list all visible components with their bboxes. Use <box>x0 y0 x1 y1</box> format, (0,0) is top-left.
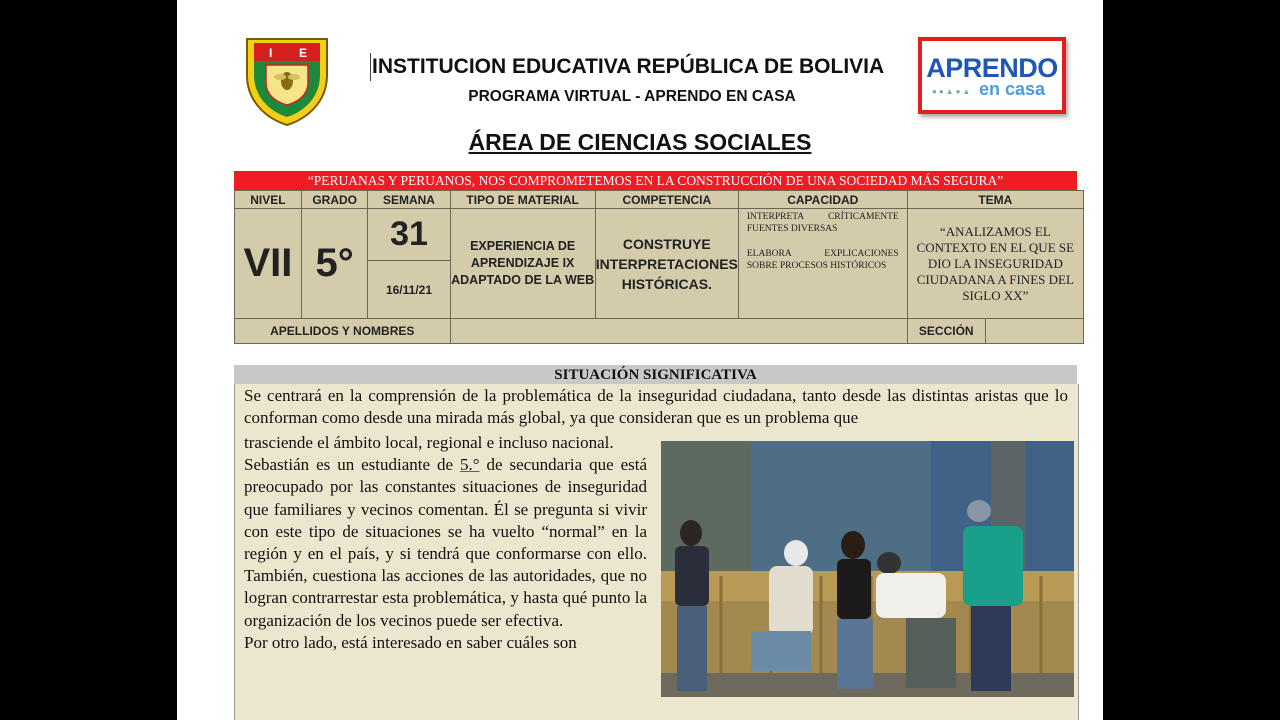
street-robbery-photo <box>661 441 1074 697</box>
tipo-material-value: EXPERIENCIA DE APRENDIZAJE IX ADAPTADO DE LA WEB <box>450 209 595 319</box>
svg-text:E: E <box>299 46 308 60</box>
fecha-value: 16/11/21 <box>368 261 450 319</box>
competencia-value: CONSTRUYE INTERPRETACIONES HISTÓRICAS. <box>595 209 738 319</box>
header-grado: GRADO <box>301 191 368 209</box>
table-data-row <box>235 209 1084 261</box>
header-capacidad: CAPACIDAD <box>738 191 907 209</box>
area-title <box>177 129 1103 156</box>
logo-subtitle: en casa <box>978 79 1046 99</box>
capacidad-item-1: INTERPRETA CRÍTICAMENTE FUENTES DIVERSAS <box>746 212 899 234</box>
text-cursor <box>370 53 371 81</box>
semana-value: 31 <box>368 209 450 261</box>
header-nivel: NIVEL <box>235 191 302 209</box>
info-table <box>234 190 1084 344</box>
school-crest-logo <box>244 35 330 127</box>
header-tema: TEMA <box>907 191 1083 209</box>
document-page <box>177 0 1103 720</box>
capacidad-item-2: ELABORA EXPLICACIONES SOBRE PROCESOS HISTÓRICOS <box>746 249 899 271</box>
svg-text:I: I <box>269 46 273 60</box>
table-header-row <box>235 191 1084 209</box>
grado-value: 5° <box>301 209 368 319</box>
area-title-text: ÁREA DE CIENCIAS SOCIALES <box>468 129 812 155</box>
apellidos-field[interactable] <box>450 319 907 344</box>
p2-grade: 5.° <box>459 455 480 475</box>
p2-start: Sebastián es un estudiante de <box>244 455 460 475</box>
slogan-banner: “PERUANAS Y PERUANOS, NOS COMPROMETEMOS EN LA CONSTRUCCIÓN DE UNA SOCIEDAD MÁS SEGURA” <box>234 171 1077 190</box>
capacidad-value <box>738 209 907 319</box>
situacion-paragraph-2 <box>244 454 647 632</box>
situacion-paragraph-3: Por otro lado, está interesado en saber cuáles son <box>244 632 577 652</box>
situacion-title: SITUACIÓN SIGNIFICATIVA <box>234 365 1077 384</box>
nivel-value: VII <box>235 209 302 319</box>
situacion-paragraph-1: Se centrará en la comprensión de la problemática de la inseguridad ciudadana, tanto desde las distintas aristas que lo conforman como desde una mirada más global, ya que consideran que es un problema que <box>244 386 1068 427</box>
header-competencia: COMPETENCIA <box>595 191 738 209</box>
program-name: PROGRAMA VIRTUAL - APRENDO EN CASA <box>468 88 796 105</box>
logo-dots: ●●▲●▲ <box>932 87 973 96</box>
situacion-column-text <box>244 430 647 654</box>
aprendo-en-casa-logo <box>918 37 1066 114</box>
tema-value: “ANALIZAMOS EL CONTEXTO EN EL QUE SE DIO LA INSEGURIDAD CIUDADANA A FINES DEL SIGLO XX” <box>907 209 1083 319</box>
institution-name: INSTITUCION EDUCATIVA REPÚBLICA DE BOLIVIA <box>372 55 885 78</box>
seccion-label: SECCIÓN <box>907 319 985 344</box>
p2-rest: de secundaria que está preocupado por las constantes situaciones de inseguridad que familiares y vecinos comentan. Él se pregunta si vivir con este tipo de situaciones se ha vuelto “normal” en la región y en el país, y si tendrá que conformarse con ello. También, cuestiona las acciones de las autoridades, que no logran contrarrestar esta problemática, y hasta qué punto la organización de los vecinos puede ser efectiva. <box>244 455 648 630</box>
situacion-paragraph-1-tail: trasciende el ámbito local, regional e incluso nacional. <box>244 433 614 452</box>
header-semana: SEMANA <box>368 191 450 209</box>
header-tipo: TIPO DE MATERIAL <box>450 191 595 209</box>
logo-title: APRENDO <box>926 53 1058 83</box>
seccion-field[interactable] <box>985 319 1083 344</box>
table-footer-row <box>235 319 1084 344</box>
apellidos-label: APELLIDOS Y NOMBRES <box>235 319 451 344</box>
